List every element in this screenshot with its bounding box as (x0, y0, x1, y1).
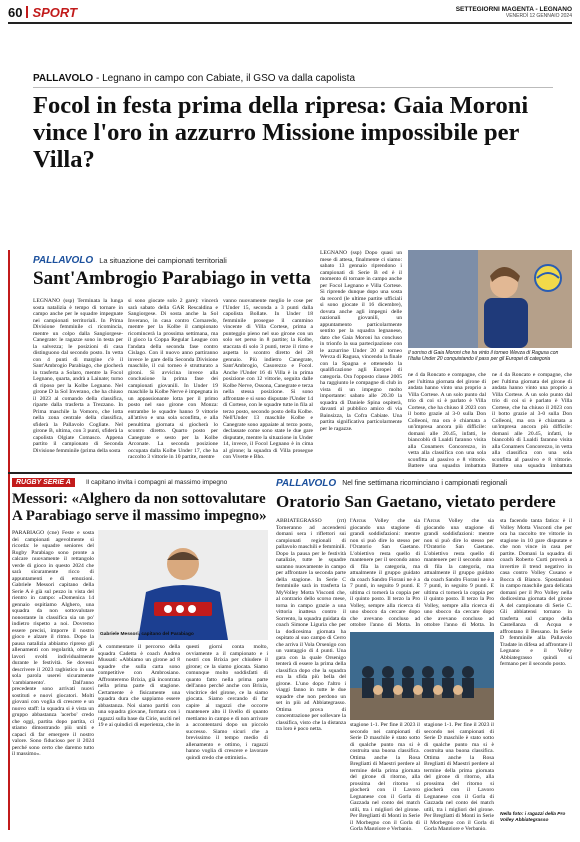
masthead (456, 6, 572, 19)
article-four-col1: ABBIATEGRASSO (rrt) Torneranno ad accendersi domani sera i riflettori sui campionati regionali di pallavolo maschili e femminili. Dopo la pausa per le festività natalizie, tutte le squadre saranno nuovamente in campo per affrontare la seconda parte della stagione. In Serie C femminile sarà in trasferta la MyVolley Motta Visconti che, al contrario dello scorso mese, torna in campo grazie a una vittoria inattesa contro il Sorrento, la squadra guidata da coach Simone Liguria che per la dodicesima giornata ha ospitato al suo campo di Cerro che arriva il Vola Orsenigo con un vantaggio di 4 punti. Una gara con la quale Orsenigo tenterà di essere la prima della classifica dopo che la squadra era la sfida più bella del girone. L'uno dopo l'altro i viaggi fanno in tutte le due squadre che non perdono un set in più ad Abbiategrasso. Ottima prova di concentrazione per sollevare la classifica, visto che la distanza tra loro è poco netta. (276, 518, 346, 732)
lead-body-right-b: ne 4 da Roncato e compagne, che per l'ultima giornata del girone di andata hanno vinto una proprio a Villa Cortese. A un solo punto dal trio di coi si è parlato è Villa Cortese, che ha chiuso il 2023 con il botto grazie al 3-0 sulla Don Colleoni, ma ora è chiamata a un'impresa ancora più difficile: domani alle 20.45, infatti, le biancoblù di Lualdi faranno visita alla Conamers Concorezzo, in vetta alla classifica con una sola sconfitta al passivo e 8 vittorie. Battere una squadra imbattuta (492, 372, 572, 468)
lead-kicker (33, 73, 355, 84)
masthead-title: SETTEGIORNI MAGENTA - LEGNANO (455, 5, 572, 13)
article-four-subtitle: Nel fine settimana ricominciano i campionati regionali (342, 480, 508, 487)
page-number: 60 (8, 4, 23, 20)
article-two-tag: PALLAVOLO (33, 255, 94, 266)
page-header (8, 4, 572, 20)
issue-date: VENERDÌ 12 GENNAIO 2024 (505, 12, 572, 19)
article-three-col1b: A commentare il percorso della squadra Cadetta è coach Andrea Mussati: «Abbiamo un girone ad 8 squadre che sulla carta sono competitive con Ambrosiano. Affronteremo Brixia, già incontrata nella prima parte di stagione. Certamente è fisicamente una squadra dura che sappiamo essere abbastanza. Noi siamo partiti con una squadra giovane, formata con i ragazzi sulla base da Cirie, usciti nel 19 e ai quindici di esperienza, che in (98, 644, 180, 728)
article-four-col4: sta facendo tanta fatica: è il Volley Motta Visconti che per ora ha raccolto tre vittorie in stagione in 10 gare disputate e che non vince in casa per partite. Domani la squadra di coach Roberto Curti proverà a invertire il trend negativo in casa contro Volley Cusano e Bocca di Bianco. Spostandosi in campo maschile gara delicata domani per il Pro Volley nella dodicesima giornata del girone A del campionato di Serie C. Gli abbiatensi tornano in trasferta sul campo della Castellanza di Acqua e affrontano il Bessano. In Serie D femminile alla Pallavolo Tradate in difesa ad affrontare il Legnano e il Volley Abbiategrasso quindi si fermano per il secondo posto. (500, 518, 572, 667)
article-four-col2: l'Arcus Volley che sia giocando una stagione di grandi soddisfazioni: mentre non si può dire lo stesso per l'Oratorio San Gaetano. L'obiettivo resta quello di mantenere per il secondo anno di fila la categoria, ma attualmente il gruppo guidato da coach Sandro Fiorani ne è a 7 punti, in seguito 9 punti. E ultima ci tornerà la coppia per il quinto posto. Il terzo la Pro Volley, sempre alla ricerca di uno sbocco da cercare dopo che avevano concluso ad ottobre l'anno di Motta. In (350, 518, 420, 628)
article-two-col3: vanno nuovamente meglio le cose per l'Under 15, seconda a 3 punti dalla capolista Bollate. In Under 18 femminile prosegue il cammino vincente di Villa Cortese, prima a punteggio pieno nel suo girone con un solo set perso in 8 partite; la Kolbe, staccata di solo 3 punti, terze il rimo e aspetta lo scontro diretto del 28 gennaio. Più indietro Canegrate, Sant'Ambrogio, Casorezzo e Focol. Anche l'Under 16 di Villa è in prima posizione con 12 vittorie, seguita dalle Kolbe Nerve, Ossona, Canegrate e terza nella stessa posizione. Si sono affrontate e si sono disputate l'Under 14 di Cortese, con le squadre tutte in fila al terzo posto, secondo posto della Kolbe. Nell'Under 13 maschile Kolbe e Canegrate sono appaiate al terzo posto, declassate come sono state le due gare disputate, mentre la situazione in Under 14, invece, il Focol Legnano è in cima al girone; la squadra di Villa prosegue con Vivette e Bho. (223, 298, 313, 460)
lead-photo-caption: Il sorriso di Gaia Moroni che ha vinto il torneo Wevza di Ragusa con l'Italia Under 20 conquistando il pass per gli Europei di categoria (408, 350, 559, 362)
article-four-photo-caption: Nella foto: i ragazzi della Pro Volley Abbiategrasso (500, 812, 566, 823)
page-number-block (8, 5, 77, 20)
article-three-photo-caption: Gabriele Messori, capitano del Parabiago (100, 632, 194, 637)
lead-body-intro: LEGNANO (ssp) Dopo quasi un mese di attesa, finalmente ci siamo: sabato 13 gennaio riprendono i campionati di Serie B ed è il momento di tornare in campo anche per Focol Legnano e Villa Cortese. Si riprende dunque dopo una sosta da record (le ultime partite ufficiali si sono giocate il 16 dicembre), dovuta anche agli impegni delle nazionali giovanili, un appuntamento particolarmente sentito per la squadra legnanese, dato che Gaia Moroni ha concluso in trionfo la sua partecipazione con le azzurrine Under 20 al torneo Wevza di Ragusa, vincendo la finale con la Spagna e ottenendo la qualificazione agli Europei di categoria. Ora l'opposto classe 2005 ha raggiunto le compagne di club in vista di un impegno molto importante: sabato alle 20.30 la squadra di Daniele Spina ospiterà, davanti al pubblico amico di via Bainsizza, la Cofra Cabiate. Una partita significativa particolarmente per le ragazze. (320, 250, 402, 432)
article-four-col3b: stagione 1-1. Per fine il 2023 il secondo nei campionati di Serie D maschile è stato sotto di qualche punto ma si è costruita una buona classifica. Ottima anche la Rosa Bregliatti di Maestri perdere al termine della prima giornata del girone di ritorno, alla prossima del ritorno si giocherà con il Lavoro Legnanese con il Gorla di Gazzada nel conto dei match utili, tra i migliori del girone. Per Bregliatti di Monti in Serie il Morbegno con il Gorla di Gorla Maggiore e Verbanio. (424, 722, 494, 830)
article-two-col2: si sono giocate solo 2 gare): vincerà sarà sabato della GAR Rescaldina e Sangiorgese. Di sosta anche la Sol Inverano, in casa contro Cornaredo, mentre per la Kolbe il campionato ricomincerà la prossima settimana, ma il gioco la Coppa Regular League con l'andata della seconda fase contro Cislago. Con il nuovo anno partiranno invece le gare della Seconda Divisione maschile, il cui torneo è strutturato a gironi. Si avvicina invece alla conclusione la prima fase dei campionati giovanili. In Under 19 maschile la Kolbe Nerve è impegnata in un appassionante lotta per il primo posto nel suo girone con Monza: entrambe le squadre hanno 9 vittorie all'attivo e una sola sconfitta, e alla penultima giornata si giocherà lo scontro diretto. Quarto posto per Canegrate e sesto per la Kolbe Arconate. La seconda posizione occupata dalla Kolbe Under 17, che ha raccolto 3 vittorie in 10 partite, mentre (128, 298, 218, 460)
gaia-moroni-photo (408, 250, 572, 348)
article-two-col1: LEGNANO (ssp) Terminata la lunga sosta natalizia è tempo di tornare in campo anche per le squadre impegnate nei campionati territoriali. In Prima Divisione femminile ci ricomincia, mentre un colpo dalla Sangiorgese-Canegrate: le ragazze sono in testa per la salvezza; le posizioni di casa distinguono dal secondo posto. In vetta con 4 punti di margine c'è il Sant'Ambrogio Parabiago, che giocherà in trasferta a Solaro, mentre la Focol Legnano, quarta, andrà a Lainate; turno di riposo per la Kolbe Legnano. Nel girone D la Sol Inverano, che ha chiuso il 2023 al comando della classifica, riparte dalla trasferta a Trezzano. In Prima maschile la Vomoro, che lotta nella zona centrale della classifica, sfiderà la Pallavolo Cogliate. Nel girone B, ultima, con 3 punti, sfiderà la capolista Olgiate Comasco. Appena partito il campionato di Seconda Divisione femminile (prima della sosta (33, 298, 123, 454)
article-four-headline: Oratorio San Gaetano, vietato perdere (276, 492, 556, 511)
gabriele-messori-photo (98, 530, 268, 640)
article-three-subtitle: Il capitano invita i compagni al massimo impegno (86, 479, 228, 486)
kicker-rule (33, 87, 553, 88)
article-two-subtitle: La situazione dei campionati territoriali (99, 256, 227, 265)
mid-page-rule (8, 472, 572, 474)
article-four-section-head (276, 478, 507, 489)
article-three-tag: RUGBY SERIE A (16, 479, 71, 486)
article-four-tag: PALLAVOLO (276, 478, 337, 489)
lead-body-right-a: ne 4 da Roncato e compagne, che per l'ultima giornata del girone di andata hanno vinto una proprio a Villa Cortese. A un solo punto dal trio di coi si è parlato è Villa Cortese, che ha chiuso il 2023 con il botto grazie al 3-0 sulla Don Colleoni, ma ora è chiamata a un'impresa ancora più difficile: domani alle 20.45, infatti, le biancoblù di Lualdi faranno visita alla Conamers Concorezzo, in vetta alla classifica con una sola sconfitta al passivo e 8 vittorie. Battere una squadra imbattuta (408, 372, 486, 468)
article-four-col3: stagione 1-1. Per fine il 2023 il secondo nei campionati di Serie D maschile è stato sotto di qualche punto ma si è costruita una buona classifica. Ottima anche la Rosa Bregliatti di Maestri perdere al termine della prima giornata del girone di ritorno, alla prossima del ritorno si giocherà con il Lavoro Legnanese con il Gorla di Gazzada nel conto dei match utili, tra i migliori del girone. Per Bregliatti di Monti in Serie il Morbegno con il Gorla di Gorla Maggiore e Verbanio. (350, 722, 420, 830)
lead-kicker-tag: PALLAVOLO (33, 73, 94, 84)
pro-volley-team-photo (350, 632, 494, 720)
section-divider (26, 6, 28, 18)
article-two-section-head (33, 255, 227, 266)
article-two-headline: Sant'Ambrogio Parabiago in vetta (33, 268, 311, 289)
lead-kicker-text: - Legnano in campo con Cabiate, il GSO va dalla capolista (93, 73, 356, 84)
article-three-section-head (12, 478, 75, 487)
lead-headline: Focol in festa prima della ripresa: Gaia Moroni vince l'oro in azzurro Missione impossibile per Villa? (33, 92, 529, 173)
article-four-col2b: l'Arcus Volley che sia giocando una stagione di grandi soddisfazioni: mentre non si può dire lo stesso per l'Oratorio San Gaetano. L'obiettivo resta quello di mantenere per il secondo anno di fila la categoria, ma attualmente il gruppo guidato da coach Sandro Fiorani ne è a 7 punti, in seguito 9 punti. E ultima ci tornerà la coppia per il quinto posto. Il terzo la Pro Volley, sempre alla ricerca di uno sbocco da cercare dopo che avevano concluso ad ottobre l'anno di Motta. In (424, 518, 494, 628)
article-three-col2: questi giorni conta molto, ovviamente a il campionato e i nostri con Brixia per chiudere il girone; ce la siamo giocata. Siamo comunque molto soddisfatti di quanto fatto nella prima parte dell'anno perché anche con Brixia, vincitrice del girone, ce la siamo giocata. Siamo cercando di far capire ai ragazzi che occorre mantenere alto il livello di quanto mettiamo in campo e di non arrivare a accontentarsi dopo un piccolo successo. Siamo sicuri che a brevissimo il tempo medio di allenamento e ottimo, i ragazzi hanno voglia di crescere e lavorare quindi credo che ottimisti». (186, 644, 268, 761)
rugby-player-illustration (98, 530, 268, 640)
left-accent-strip (8, 250, 10, 830)
volleyball-player-illustration (408, 250, 572, 348)
article-three-headline: Messori: «Alghero da non sottovalutare A Parabiago serve il massimo impegno» (12, 491, 267, 524)
article-three-col1: PARABIAGO (cne) Feste e sosta dei campionati agevolmente si ricorda: le squadre seniores del Rugby Parabiago sono pronte a calcare nuovamente il rettangolo verde di gioco in questo 2024 che sarà sicuramente ricco di appuntamenti e di emozioni. Gabriele Messori capitano della Serie A è già sul pezzo in vista del rientro in campo: «Domenica 14 gennaio ospitiamo Alghero, una squadra da non sottovalutare nonostante in classifica sia un po' indietro rispetto a noi. Dovremo essere precisi, imporre il nostro gioco e alzare il ritmo. Dopo la pausa natalizia abbiamo ripreso gli allenamenti con regolarità, oltre ai lavori svolti individualmente durante le festività. Se dovessi descrivere il 2023 ragbistico in una sola parola userei sicuramente 'cambiamento'. Dall'anno precedente sono arrivati nuovi sostituti e nuovi giocatori. Molti giovani con voglia di crescere e un nuovo staff: la squadra si è vista un gruppo abbastanza 'acerbo' credo che oggi, partita dopo partita, ci stiamo dimostrando più uniti e capaci di far emergere il nostro valore. Sono fiducioso per il 2024 perché sono certo che daremo tutto il massimo». (12, 530, 94, 757)
team-illustration (350, 632, 494, 720)
section-label: SPORT (32, 4, 78, 20)
header-rule (8, 22, 572, 24)
